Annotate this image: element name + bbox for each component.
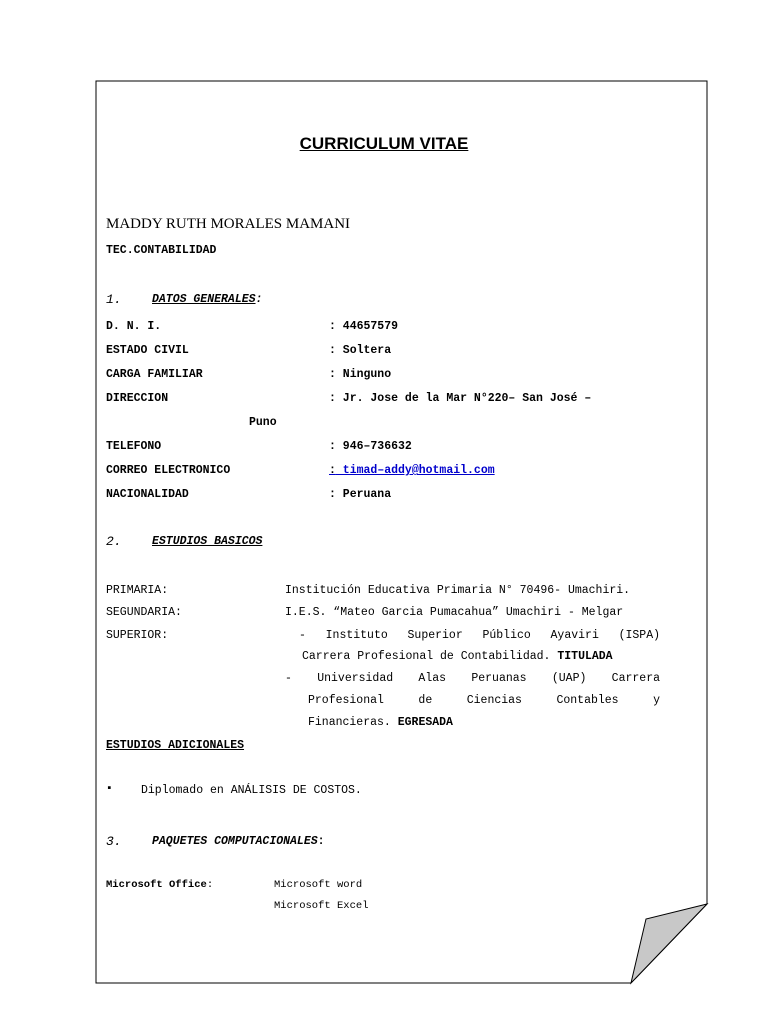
studies-superior-line2 (302, 650, 613, 663)
field-label-carga-familiar: CARGA FAMILIAR (106, 368, 203, 381)
office-label-text: Microsoft Office (106, 879, 207, 891)
section1-heading (152, 293, 262, 306)
email-link[interactable] (329, 464, 495, 477)
section3-heading-text: PAQUETES COMPUTACIONALES (152, 835, 318, 848)
field-value-estado-civil: : Soltera (329, 344, 392, 357)
section2-heading: ESTUDIOS BASICOS (152, 535, 263, 548)
field-value-correo (329, 464, 495, 477)
field-value-telefono: : 946–736632 (329, 440, 412, 453)
office-label (106, 879, 213, 891)
studies-label-segundaria: SEGUNDARIA: (106, 606, 182, 619)
field-value-dni: : 44657579 (329, 320, 399, 333)
studies-value-superior: - Instituto Superior Público Ayaviri (ISPA) (299, 629, 660, 642)
email-colon: : (329, 464, 336, 477)
studies-value-primaria: Institución Educativa Primaria N° 70496- Umachiri. (285, 584, 631, 597)
field-value-nacionalidad: : Peruana (329, 488, 392, 501)
office-item-word: Microsoft word (274, 879, 363, 891)
section1-heading-colon: : (255, 293, 263, 306)
adicional-item: Diplomado en ANÁLISIS DE COSTOS. (141, 784, 362, 797)
section3-heading-colon: : (317, 835, 325, 848)
person-name: MADDY RUTH MORALES MAMANI (106, 216, 351, 232)
superior-status: TITULADA (557, 650, 613, 663)
field-label-estado-civil: ESTADO CIVIL (106, 344, 189, 357)
field-label-dni: D. N. I. (106, 320, 162, 333)
studies-uap-line1: - Universidad Alas Peruanas (UAP) Carrera (285, 672, 660, 685)
field-label-direccion: DIRECCION (106, 392, 169, 405)
studies-value-segundaria: I.E.S. “Mateo Garcia Pumacahua” Umachiri - Melgar (285, 606, 624, 619)
field-label-telefono: TELEFONO (106, 440, 162, 453)
section2-number: 2. (106, 534, 122, 549)
bullet-icon: ▪ (106, 783, 113, 795)
superior-career-text: Carrera Profesional de Contabilidad. (302, 650, 551, 663)
person-profession: TEC.CONTABILIDAD (106, 244, 217, 257)
document-title: CURRICULUM VITAE (299, 134, 469, 153)
uap-career-text: Financieras. (308, 716, 391, 729)
field-value-carga-familiar: : Ninguno (329, 368, 392, 381)
section3-number: 3. (106, 834, 122, 849)
studies-uap-line2: Profesional de Ciencias Contables y (308, 694, 660, 707)
field-value-direccion: : Jr. Jose de la Mar N°220– San José – (329, 392, 592, 405)
uap-status: EGRESADA (397, 716, 453, 729)
studies-uap-line3 (308, 716, 453, 729)
section1-heading-text: DATOS GENERALES (152, 293, 256, 306)
field-value-direccion-city: Puno (249, 416, 277, 429)
studies-label-primaria: PRIMARIA: (106, 584, 169, 597)
email-address: timad–addy@hotmail.com (335, 464, 495, 477)
office-label-colon: : (206, 879, 214, 891)
office-item-excel: Microsoft Excel (274, 900, 369, 912)
adicionales-heading: ESTUDIOS ADICIONALES (106, 739, 245, 752)
section1-number: 1. (106, 292, 122, 307)
field-label-correo: CORREO ELECTRONICO (106, 464, 231, 477)
section3-heading (152, 835, 325, 848)
field-label-nacionalidad: NACIONALIDAD (106, 488, 189, 501)
studies-label-superior: SUPERIOR: (106, 629, 169, 642)
